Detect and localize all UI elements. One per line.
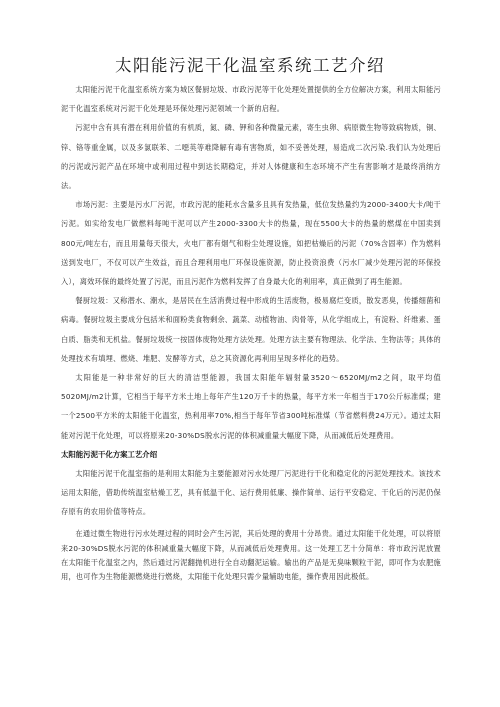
paragraph-intro: 太阳能污泥干化温室系统方案为城区餐厨垃圾、市政污泥等干化处理处置提供的全方位解决方案，利用太阳能污泥干化温室系统对污泥干化处理是环保处理污泥领域一个新的启程。: [61, 85, 441, 114]
paragraph-sludge-composition: 污泥中含有具有潜在利用价值的有机质，氮、磷、钾和各种微量元素，寄生虫卵、病原微生物等致病物质，铜、锌、铬等重金属，以及多氯联苯、二噁英等难降解有毒有害物质，如不妥善处理，易造成二次污染.我们认为处理后的污泥或污泥产品在环境中或利用过程中到达长期稳定，并对人体健康和生态环境不产生有害影响才是最终消纳方法。: [61, 123, 441, 191]
paragraph-greenhouse-tech: 太阳能污泥干化温室指的是利用太阳能为主要能源对污水处理厂污泥进行干化和稳定化的污泥处理技术。该技术运用太阳能，借助传统温室枯燥工艺，具有低温干化、运行费用低廉、操作简单、运行平安稳定、干化后的污泥仍保存原有的农用价值等特点。: [61, 468, 441, 517]
document-body: [61, 80, 441, 584]
paragraph-kitchen-waste: 餐厨垃圾：又称潜水、潮水，是居民在生活消费过程中形成的生活废物，极易腐烂变质，散发恶臭，传播细菌和病毒。餐厨垃圾主要成分包括米和面粉类食物剩余、蔬菜、动植物油、肉骨等，从化学组成上，有淀粉、纤维素、蛋白质、脂类和无机盐。餐厨垃圾统一按固体废物处理方法处理。处理方法主要有物理法、化学法、生物法等；具体的处理技术有填埋、燃烧、堆肥、发酵等方式，总之其资源化再利用呈现多样化的趋势。: [61, 296, 441, 363]
paragraph-process: 在通过微生物进行污水处理过程的同时会产生污泥，其后处理的费用十分昂贵。通过太阳能干化处理，可以将原来20-30%DS脱水污泥的体积减重量大幅度下降，从而减低后处理费用。这一处理工艺十分简单：将市政污泥放置在太阳能干化温室之内，然后通过污泥翻抛机进行全自动翻泥运输。输出的产品是无臭味颗粒干泥，即可作为农肥施用，也可作为生物能源燃烧进行燃烧，太阳能干化处理只需少量辅助电能，操作费用因此极低。: [61, 529, 441, 582]
paragraph-solar-energy: 太阳能是一种非常好的巨大的清洁型能源，我国太阳能年辐射量3520～6520MJ/m2之间，取平均值5020MJ/m2计算，它相当于每平方米土地上每年产生120万千卡的热量，每平方米一年相当于170公斤标准煤；建一个2500平方米的太阳能干化温室，热利用率70%,相当于每年节省300吨标准煤（节省燃料费24万元）。通过太阳能对污泥干化处理，可以将原来20-30%DS脱水污泥的体积减重量大幅度下降，从而减低后处理费用。: [61, 373, 441, 440]
paragraph-municipal-sludge: 市场污泥：主要是污水厂污泥，市政污泥的能耗水含量多且具有发热量，低位发热量约为2000-3400大卡/吨干污泥。如实给发电厂做燃料每吨干泥可以产生2000-3300大卡的热量，现在5500大卡的热量的燃煤在中国卖到800元/吨左右，而且用量每天很大，火电厂都有烟气和粉尘处理设施，如把枯燥后的污泥（70%含固率）作为燃料送到发电厂，不仅可以产生效益，而且合理利用电厂环保设施资源，防止投资浪费（污水厂减少处理污泥的环保投入），离效环保的最终处置了污泥，而且污泥作为燃料发挥了自身最大化的利用率，真正做到了再生能源。: [61, 200, 441, 287]
section-heading: 太阳能污泥干化方案工艺介绍: [61, 449, 158, 459]
document-title: 太阳能污泥干化温室系统工艺介绍: [115, 56, 385, 75]
